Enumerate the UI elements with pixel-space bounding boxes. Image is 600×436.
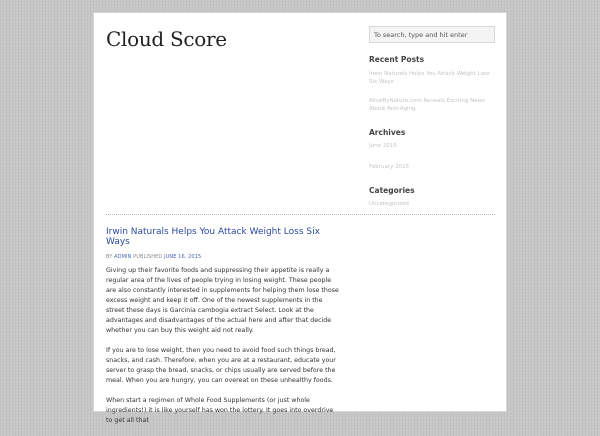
author-link[interactable]: ADMIN [114,254,132,260]
header-divider [106,214,495,215]
post-paragraph: When start a regimen of Whole Food Supplements (or just whole ingredients!) it is like yourself has won the lottery. It goes into overdrive to get all that [106,397,334,424]
post-title[interactable]: Irwin Naturals Helps You Attack Weight Loss Six Ways [106,227,320,247]
post-date-link[interactable]: JUNE 16, 2015 [164,254,202,260]
archives-title: Archives [369,128,406,137]
site-title[interactable]: Cloud Score [106,27,227,51]
post-article [106,227,341,436]
archive-link[interactable]: June 2015 [369,143,397,149]
recent-posts-title: Recent Posts [369,55,425,64]
categories-title: Categories [369,186,415,195]
archive-link[interactable]: February 2015 [369,164,410,170]
search-input[interactable] [369,26,495,43]
recent-post-link[interactable]: AliveByNature.com Reveals Exciting News About Anti-Aging [369,98,485,112]
page-container [93,12,507,424]
category-link[interactable]: Uncategorized [369,201,409,207]
post-paragraph: Giving up their favorite foods and suppressing their appetite is really a regular area of the lives of people trying in losing weight. These people are also constantly interested in supplements for helping them lose those excess weight and keep it off. One of the newest supplements in the street these days is Garcinia cambogia extract Select. Look at the advantages and disadvantages of the actual here and after that decide whether you can buy this weight aid not really. [106,267,339,334]
post-body [106,266,341,426]
post-paragraph: If you are to lose weight, then you need to avoid food such things bread, snacks, and cash. Therefore, when you are at a restaurant, educate your server to grasp the bread, snacks, or chips usually are served before the meal. When you are hungry, you can overeat on these unhealthy foods. [106,347,336,384]
recent-post-link[interactable]: Irwin Naturals Helps You Attack Weight Loss Six Ways [369,71,490,85]
sidebar [369,26,495,207]
meta-published-label: PUBLISHED [133,254,163,260]
meta-by-label: BY [106,254,113,260]
post-meta [106,254,341,260]
